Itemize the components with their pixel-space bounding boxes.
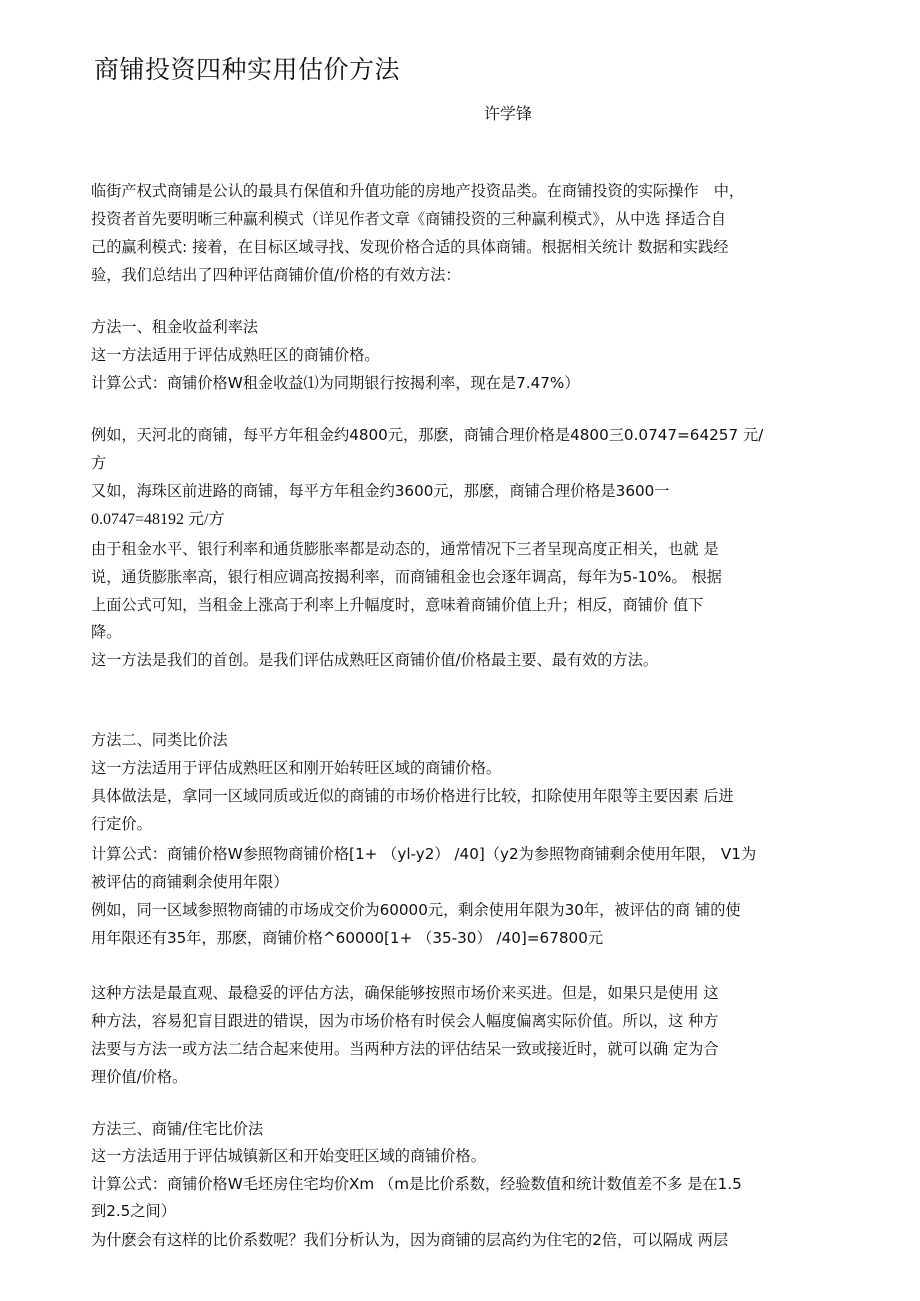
body-line: 又如，海珠区前进路的商铺，每平方年租金约3600元，那麽，商铺合理价格是3600一	[91, 482, 670, 500]
body-line: 这种方法是最直观、最稳妥的评估方法，确保能够按照市场价来买进。但是，如果只是使用 这	[91, 984, 719, 1002]
body-line: 为什麽会有这样的比价系数呢？我们分析认为，因为商铺的层高约为住宅的2倍，可以隔成 两层	[91, 1231, 729, 1249]
formula-line: 计算公式：商铺价格W毛坯房住宅均价Xm （m是比价系数，经验数值和统计数值差不多 是在1.5	[91, 1175, 742, 1193]
body-line: 己的赢利模式: 接着，在目标区域寻找、发现价格合适的具体商铺。根据相关统计 数据和实践经	[91, 238, 729, 256]
section-heading: 方法三、商铺/住宅比价法	[91, 1120, 264, 1138]
body-line: 这一方法适用于评估城镇新区和开始变旺区域的商铺价格。	[91, 1147, 486, 1165]
body-line: 用年限还有35年，那麽，商铺价格^60000[1+ （35-30） /40]=67800元	[91, 929, 604, 947]
body-line: 这一方法是我们的首创。是我们评估成熟旺区商铺价值/价格最主要、最有效的方法。	[91, 651, 659, 669]
body-line: 这一方法适用于评估成熟旺区和刚开始转旺区域的商铺价格。	[91, 759, 502, 777]
body-line: 说，通货膨胀率高，银行相应调高按揭利率，而商铺租金也会逐年调高，每年为5-10%。 根据	[91, 568, 722, 586]
body-line: 例如，同一区域参照物商铺的市场成交价为60000元，剩余使用年限为30年，被评估的商 铺的使	[91, 901, 741, 919]
body-line: 投资者首先要明晰三种赢利模式（详见作者文章《商铺投资的三种赢利模式》，从中选 择适合自	[91, 210, 727, 228]
body-line: 临街产权式商铺是公认的最具冇保值和升值功能的房地产投资品类。在商铺投资的实际操作 中，	[91, 182, 745, 200]
body-line: 理价值/价格。	[91, 1068, 188, 1086]
document-title: 商铺投资四种实用估价方法	[94, 55, 401, 84]
section-heading: 方法二、同类比价法	[91, 731, 228, 749]
body-line: 由于租金水平、银行利率和通货膨胀率都是动态的，通常情况下三者呈现高度正相关，也就 是	[91, 540, 719, 558]
body-line: 0.0747=48192 元/方	[91, 511, 225, 528]
body-line: 方	[91, 454, 107, 472]
body-line: 例如，天河北的商铺，每平方年租金约4800元，那麽，商铺合理价格是4800三0.0747=64257 元/	[91, 426, 764, 444]
body-line: 法要与方法一或方法二结合起来使用。当两种方法的评估结呆一致或接近时，就可以确 定为合	[91, 1040, 719, 1058]
body-line: 这一方法适用于评估成熟旺区的商铺价格。	[91, 346, 380, 364]
body-line: 被评估的商铺剩余使用年限）	[91, 873, 289, 891]
body-line: 行定价。	[91, 815, 152, 833]
body-line: 降。	[91, 623, 122, 641]
body-line: 种方法，容易犯盲目跟进的错误，因为市场价格有时侯会人幅度偏离实际价值。所以，这 种方	[91, 1012, 719, 1030]
body-line: 到2.5之间）	[91, 1202, 176, 1220]
section-heading: 方法一、租金收益利率法	[91, 318, 259, 336]
formula-line: 计算公式：商铺价格W租金收益⑴为同期银行按揭利率，现在是7.47%）	[91, 374, 580, 392]
body-line: 上面公式可知，当租金上涨高于利率上升幅度时，意味着商铺价值上升；相反，商铺价 值下	[91, 596, 704, 614]
body-line: 验，我们总结出了四种评估商铺价值/价格的有效方法：	[91, 266, 461, 284]
body-line: 具体做法是，拿同一区域同质或近似的商铺的市场价格进行比较，扣除使用年限等主要因素 后进	[91, 787, 734, 805]
author-name: 许学锋	[484, 104, 533, 123]
formula-line: 计算公式：商铺价格W参照物商铺价格[1+ （yl-y2） /40]（y2为参照物商铺剩余使用年限， V1为	[91, 845, 757, 863]
